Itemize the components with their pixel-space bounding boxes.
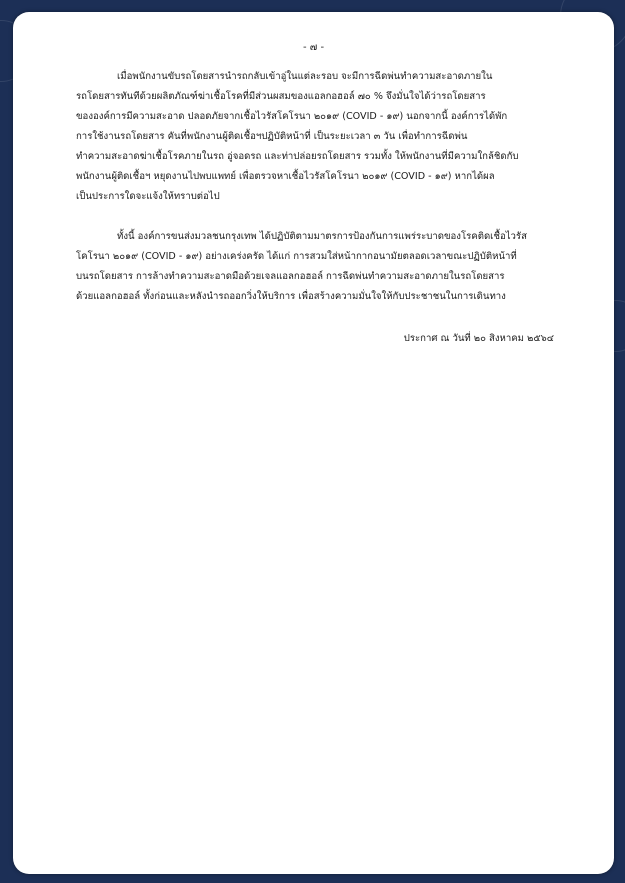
document-page (13, 12, 614, 874)
paragraph-line: พนักงานผู้ติดเชื้อฯ หยุดงานไปพบแพทย์ เพื่อตรวจหาเชื้อไวรัสโคโรนา ๒๐๑๙ (COVID - ๑๙) หากได้ผล (76, 171, 495, 182)
paragraph-line: เป็นประการใดจะแจ้งให้ทราบต่อไป (76, 191, 220, 202)
paragraph-line: ขององค์การมีความสะอาด ปลอดภัยจากเชื้อไวรัสโคโรนา ๒๐๑๙ (COVID - ๑๙) นอกจากนี้ องค์การได้พัก (76, 111, 508, 122)
paragraph-line: ทั้งนี้ องค์การขนส่งมวลชนกรุงเทพ ได้ปฏิบัติตามมาตรการป้องกันการแพร่ระบาดของโรคติดเชื้อไวรัส (117, 231, 527, 242)
paragraph-prevention-measures (76, 227, 554, 307)
paragraph-line: ด้วยแอลกอฮอล์ ทั้งก่อนและหลังนำรถออกวิ่งให้บริการ เพื่อสร้างความมั่นใจให้กับประชาชนในการเดินทาง (76, 291, 506, 302)
paragraph-cleaning-measures (76, 67, 554, 207)
paragraph-line: โคโรนา ๒๐๑๙ (COVID - ๑๙) อย่างเคร่งครัด ได้แก่ การสวมใส่หน้ากากอนามัยตลอดเวลาขณะปฏิบัติหน้าที่ (76, 251, 517, 262)
paragraph-line: รถโดยสารทันทีด้วยผลิตภัณฑ์ฆ่าเชื้อโรคที่มีส่วนผสมของแอลกอฮอล์ ๗๐ % จึงมั่นใจได้ว่ารถโดยสาร (76, 91, 486, 102)
page-number: - ๗ - (302, 42, 325, 53)
paragraph-line: การใช้งานรถโดยสาร คันที่พนักงานผู้ติดเชื้อฯปฏิบัติหน้าที่ เป็นระยะเวลา ๓ วัน เพื่อทำการฉีดพ่น (76, 131, 468, 142)
paragraph-line: บนรถโดยสาร การล้างทำความสะอาดมือด้วยเจลแอลกอฮอล์ การฉีดพ่นทำความสะอาดภายในรถโดยสาร (76, 271, 505, 282)
paragraph-line: ทำความสะอาดฆ่าเชื้อโรคภายในรถ อู่จอดรถ และท่าปล่อยรถโดยสาร รวมทั้ง ให้พนักงานที่มีความใกล้ชิดกับ (76, 151, 519, 162)
paragraph-line: เมื่อพนักงานขับรถโดยสารนำรถกลับเข้าอู่ในแต่ละรอบ จะมีการฉีดพ่นทำความสะอาดภายใน (117, 71, 493, 82)
announcement-date: ประกาศ ณ วันที่ ๒๐ สิงหาคม ๒๕๖๔ (403, 333, 554, 344)
